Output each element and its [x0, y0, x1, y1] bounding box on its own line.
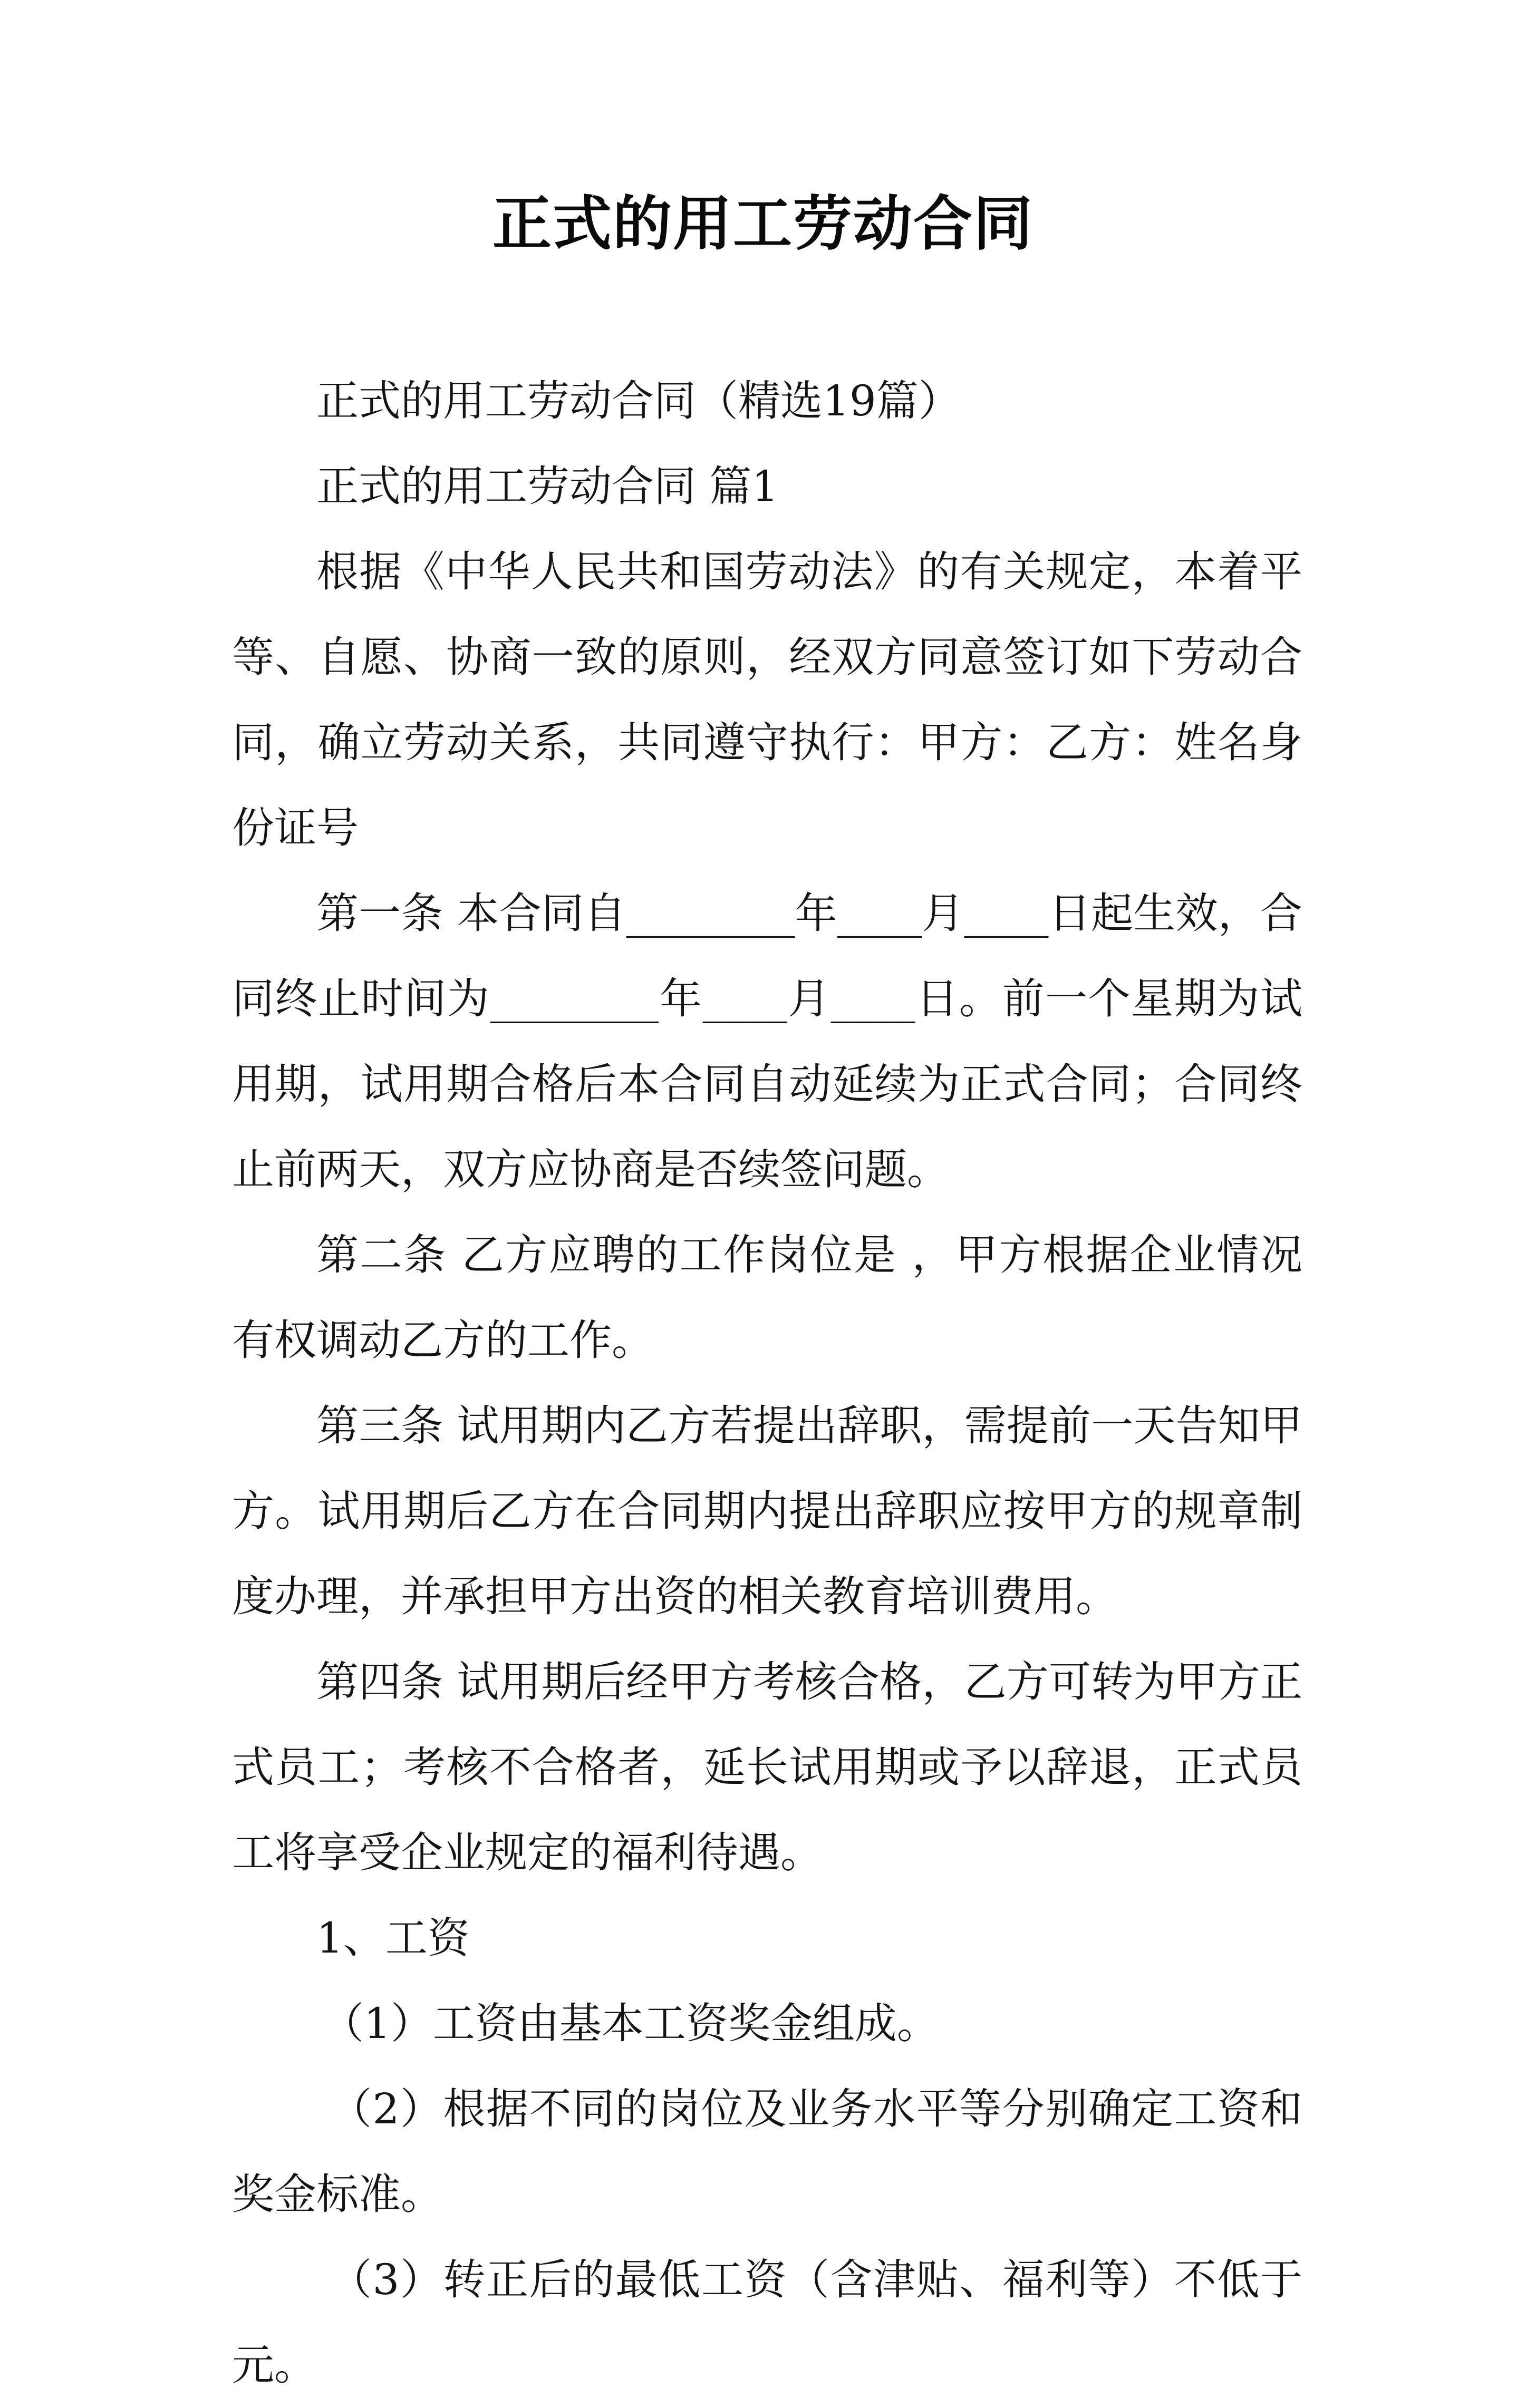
paragraph-wage-item-2: （2）根据不同的岗位及业务水平等分别确定工资和奖金标准。: [232, 2084, 1302, 2219]
document-title: 正式的用工劳动合同: [492, 189, 1034, 258]
paragraph-article-3: 第三条 试用期内乙方若提出辞职，需提前一天告知甲方。试用期后乙方在合同期内提出辞职应按甲方的规章制度办理，并承担甲方出资的相关教育培训费用。: [232, 1401, 1302, 1621]
paragraph-wage-heading: 1、工资: [316, 1914, 470, 1963]
document-body: [232, 358, 1302, 2408]
paragraph-article-4: 第四条 试用期后经甲方考核合格，乙方可转为甲方正式员工；考核不合格者，延长试用期或予以辞退，正式员工将享受企业规定的福利待遇。: [232, 1657, 1302, 1877]
paragraph-wage-item-3: （3）转正后的最低工资（含津贴、福利等）不低于 元。: [232, 2255, 1302, 2390]
paragraph-article-1: 第一条 本合同自________年____月____日起生效，合同终止时间为________年____月____日。前一个星期为试用期，试用期合格后本合同自动延续为正式合同；合同终止前两天，双方应协商是否续签问题。: [232, 889, 1302, 1194]
paragraph-preamble: 根据《中华人民共和国劳动法》的有关规定，本着平等、自愿、协商一致的原则，经双方同意签订如下劳动合同，确立劳动关系，共同遵守执行：甲方：乙方：姓名身份证号: [232, 547, 1302, 852]
paragraph-wage-item-1: （1）工资由基本工资奖金组成。: [322, 1999, 939, 2048]
paragraph-section-heading: 正式的用工劳动合同 篇1: [316, 462, 779, 511]
paragraph-subtitle: 正式的用工劳动合同（精选19篇）: [316, 376, 961, 425]
paragraph-article-2: 第二条 乙方应聘的工作岗位是 ，甲方根据企业情况有权调动乙方的工作。: [232, 1230, 1302, 1365]
